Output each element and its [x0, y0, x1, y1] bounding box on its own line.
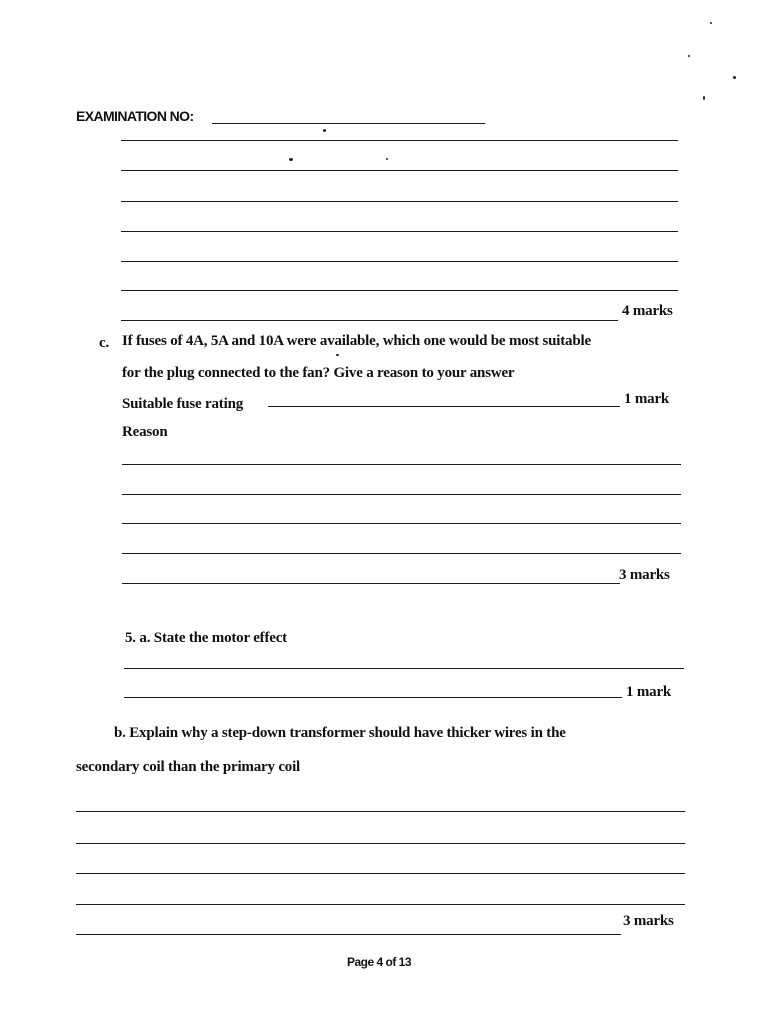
answer-line[interactable]: [121, 231, 678, 232]
scan-speck: [710, 22, 712, 24]
answer-line[interactable]: [76, 873, 685, 874]
exam-no-label: EXAMINATION NO:: [76, 108, 194, 124]
marks-label: 3 marks: [623, 913, 674, 929]
answer-line[interactable]: [121, 140, 678, 141]
marks-label: 1 mark: [626, 684, 672, 700]
scan-speck: [289, 158, 293, 161]
answer-line[interactable]: [122, 523, 681, 524]
scan-speck: [733, 76, 736, 79]
scan-speck: [336, 354, 339, 356]
answer-line[interactable]: [76, 811, 685, 812]
marks-label: 4 marks: [622, 303, 673, 319]
scan-speck: [386, 158, 388, 160]
answer-line[interactable]: [121, 170, 678, 171]
answer-line[interactable]: [121, 320, 618, 321]
answer-line[interactable]: [122, 553, 681, 554]
answer-line[interactable]: [122, 583, 620, 584]
page-number: Page 4 of 13: [347, 955, 412, 969]
reason-label: Reason: [122, 424, 168, 440]
answer-line[interactable]: [76, 843, 685, 844]
question-text: If fuses of 4A, 5A and 10A were available, which one would be most suitable: [122, 333, 591, 349]
answer-line[interactable]: [121, 201, 678, 202]
scan-speck: [688, 55, 690, 57]
answer-line[interactable]: [124, 668, 684, 669]
marks-label: 3 marks: [619, 567, 670, 583]
answer-line[interactable]: [121, 261, 678, 262]
question-text: b. Explain why a step-down transformer should have thicker wires in the: [114, 725, 566, 741]
answer-line[interactable]: [76, 934, 621, 935]
marks-label: 1 mark: [624, 391, 670, 407]
question-text: secondary coil than the primary coil: [76, 759, 301, 775]
fuse-rating-field[interactable]: [268, 406, 620, 407]
answer-line[interactable]: [122, 464, 681, 465]
question-text: 5. a. State the motor effect: [125, 630, 287, 646]
answer-line[interactable]: [124, 697, 622, 698]
question-label: c.: [99, 335, 110, 351]
question-text: for the plug connected to the fan? Give a reason to your answer: [122, 365, 515, 381]
answer-line[interactable]: [76, 904, 685, 905]
fuse-rating-label: Suitable fuse rating: [122, 396, 244, 412]
scan-speck: [703, 96, 705, 100]
scan-speck: [323, 129, 326, 132]
answer-line[interactable]: [121, 290, 678, 291]
exam-no-field[interactable]: [212, 123, 485, 124]
answer-line[interactable]: [122, 494, 681, 495]
